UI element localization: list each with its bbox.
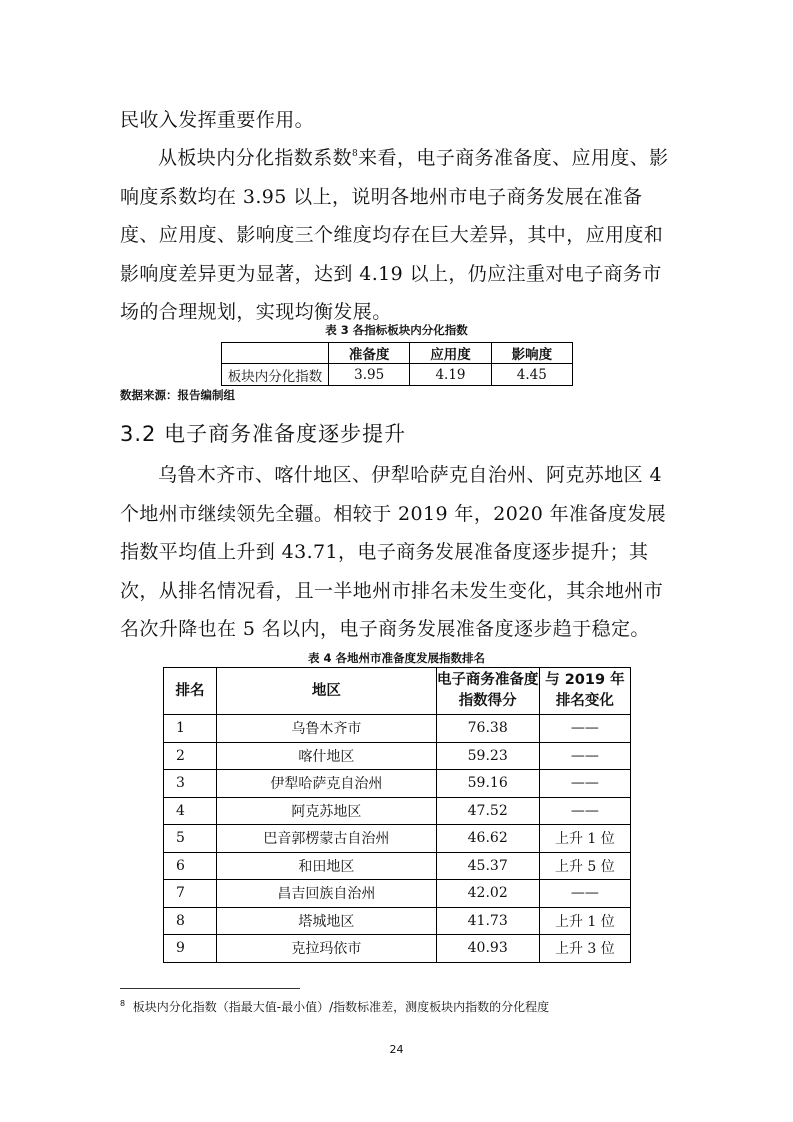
table-4 (163, 667, 631, 963)
cell-rank-change: —— (539, 797, 630, 825)
table-header-cell: 应用度 (410, 343, 491, 364)
cell-region: 喀什地区 (217, 742, 436, 770)
table-header-cell: 影响度 (491, 343, 572, 364)
table-row (164, 825, 631, 853)
cell-score: 45.37 (436, 852, 539, 880)
cell-score: 40.93 (436, 935, 539, 963)
cell-rank-change: —— (539, 742, 630, 770)
cell-rank: 4 (164, 797, 217, 825)
cell-region: 巴音郭楞蒙古自治州 (217, 825, 436, 853)
table-row (164, 880, 631, 908)
cell-rank: 8 (164, 907, 217, 935)
footnote-mark: 8 (120, 999, 126, 1008)
cell-rank-change: 上升 1 位 (539, 825, 630, 853)
paragraph-text: 来看，电子商务准备度、应用度、影响度系数均在 3.95 以上，说明各地州市电子商务发展在准备度、应用度、影响度三个维度均存在巨大差异，其中，应用度和影响度差异更为显著，达到 4.19 以上，仍应注重对电子商务市场的合理规划，实现均衡发展。 (120, 147, 669, 323)
paragraph-continuation: 民收入发挥重要作用。 (120, 109, 315, 131)
header-region: 地区 (217, 668, 436, 715)
cell-score: 76.38 (436, 715, 539, 743)
table-row-label: 板块内分化指数 (222, 364, 329, 386)
section-heading: 3.2 电子商务准备度逐步提升 (120, 422, 407, 446)
cell-score: 42.02 (436, 880, 539, 908)
cell-rank-change: —— (539, 770, 630, 798)
table-cell: 4.45 (491, 364, 572, 386)
cell-score: 46.62 (436, 825, 539, 853)
table-3 (221, 342, 573, 386)
table-row (164, 907, 631, 935)
cell-score: 59.23 (436, 742, 539, 770)
cell-score: 41.73 (436, 907, 539, 935)
header-rank-change: 与 2019 年排名变化 (539, 668, 630, 715)
cell-rank-change: —— (539, 715, 630, 743)
footnote-reference[interactable]: 8 (352, 149, 359, 159)
table-row (164, 715, 631, 743)
cell-region: 克拉玛依市 (217, 935, 436, 963)
table-header-row (164, 668, 631, 715)
table-3-caption: 表 3 各指标板块内分化指数 (325, 323, 468, 337)
table-cell: 3.95 (329, 364, 410, 386)
cell-rank: 7 (164, 880, 217, 908)
cell-region: 阿克苏地区 (217, 797, 436, 825)
header-rank: 排名 (164, 668, 217, 715)
cell-rank-change: 上升 1 位 (539, 907, 630, 935)
data-source-note: 数据来源：报告编制组 (120, 388, 235, 402)
cell-rank-change: —— (539, 880, 630, 908)
table-header-cell: 准备度 (329, 343, 410, 364)
table-4-caption: 表 4 各地州市准备度发展指数排名 (307, 651, 485, 665)
cell-score: 47.52 (436, 797, 539, 825)
cell-rank: 2 (164, 742, 217, 770)
paragraph-text: 从板块内分化指数系数 (158, 147, 353, 169)
cell-region: 乌鲁木齐市 (217, 715, 436, 743)
header-score: 电子商务准备度指数得分 (436, 668, 539, 715)
cell-region: 和田地区 (217, 852, 436, 880)
table-row (164, 797, 631, 825)
table-row (164, 770, 631, 798)
table-header-row (222, 343, 573, 364)
footnote-text: 板块内分化指数（指最大值-最小值）/指数标准差，测度板块内指数的分化程度 (132, 1000, 550, 1014)
table-header-cell (222, 343, 329, 364)
page-number: 24 (389, 1043, 404, 1056)
cell-rank: 6 (164, 852, 217, 880)
cell-region: 塔城地区 (217, 907, 436, 935)
table-row (222, 364, 573, 386)
cell-rank-change: 上升 5 位 (539, 852, 630, 880)
footnote-divider (120, 988, 300, 989)
cell-rank: 5 (164, 825, 217, 853)
cell-rank: 9 (164, 935, 217, 963)
cell-rank: 3 (164, 770, 217, 798)
footnote (120, 998, 549, 1015)
table-cell: 4.19 (410, 364, 491, 386)
table-row (164, 935, 631, 963)
cell-region: 昌吉回族自治州 (217, 880, 436, 908)
paragraph-readiness: 乌鲁木齐市、喀什地区、伊犁哈萨克自治州、阿克苏地区 4 个地州市继续领先全疆。相较于 2019 年，2020 年准备度发展指数平均值上升到 43.71，电子商务发展准备度逐步提升；其次，从排名情况看，且一半地州市排名未发生变化，其余地州市名次升降也在 5 名以内，电子商务发展准备度逐步趋于稳定。 (120, 464, 667, 640)
cell-rank-change: 上升 3 位 (539, 935, 630, 963)
table-row (164, 852, 631, 880)
cell-region: 伊犁哈萨克自治州 (217, 770, 436, 798)
cell-rank: 1 (164, 715, 217, 743)
table-row (164, 742, 631, 770)
paragraph-divergence-index (120, 139, 675, 332)
cell-score: 59.16 (436, 770, 539, 798)
